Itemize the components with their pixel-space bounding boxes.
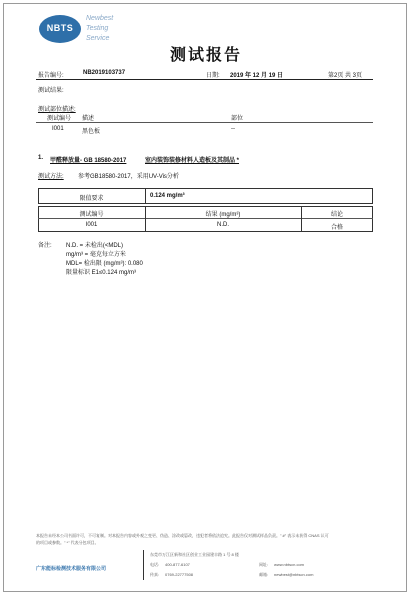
- limit-value: 0.124 mg/m³: [150, 193, 185, 199]
- logo-abbr: NBTS: [46, 23, 74, 33]
- results-label: 测试结果:: [38, 88, 64, 94]
- part-row-id: I001: [52, 126, 64, 132]
- footer-divider: [143, 550, 144, 580]
- footer-disclaimer: 本报告未经本公司书面许可，不可复制。对本报告内容或外观之变更、伪造、涂改或篡改，违犯者将依法追究。此报告仅对测试样品负责。" #" 表示未获得 CNAS 认可: [36, 533, 329, 538]
- note-line: 限量标识 E1≤0.124 mg/m³: [66, 270, 136, 276]
- part-desc-heading: 测试部位描述:: [38, 107, 76, 113]
- result-col-result: 结果 (mg/m³): [205, 212, 241, 218]
- logo-line3: Service: [86, 35, 110, 42]
- web-link[interactable]: www.nbtscn.com: [274, 562, 305, 567]
- footer-disclaimer: 的项目或参数。" *" 代表分包项目。: [36, 540, 99, 545]
- report-no-label: 报告编号:: [38, 73, 64, 79]
- method-text: 参考GB18580-2017，采用UV-Vis分析: [78, 174, 179, 180]
- col-description: 描述: [82, 116, 95, 122]
- fax-value: 0769-22777508: [165, 572, 194, 577]
- result-row-value: N.D.: [217, 222, 229, 228]
- method-label: 测试方法:: [38, 174, 64, 180]
- col-test-id: 测试编号: [47, 116, 72, 122]
- logo-line2: Testing: [86, 25, 109, 32]
- result-table-rowline: [38, 218, 373, 219]
- fax-label: 传真:: [150, 572, 160, 577]
- header-rule: [36, 79, 373, 80]
- section-number: 1.: [38, 155, 44, 161]
- tel-value: 400-877-6107: [165, 562, 190, 567]
- footer-address: 东莞市万江区新和社区创业工业园建丰路 1 号 8 楼: [150, 552, 239, 557]
- result-col-conclusion: 结论: [330, 212, 343, 218]
- report-no: NB2019103737: [83, 70, 126, 76]
- note-line: mg/m³ = 毫克每立方米: [66, 252, 126, 258]
- report-title: 测试报告: [169, 47, 242, 64]
- notes-label: 备注:: [38, 243, 52, 249]
- note-line: MDL= 检出限 (mg/m³): 0.080: [66, 261, 143, 267]
- section-title: 室内装饰装修材料人造板及其制品 *: [145, 158, 240, 164]
- result-col-id: 测试编号: [79, 212, 104, 218]
- part-desc-rule: [36, 122, 373, 123]
- result-row-conclusion: 合格: [330, 225, 343, 231]
- section-title-prefix: 甲醛释放量- GB 18580-2017: [50, 158, 127, 164]
- email-link[interactable]: newbest@nbtscn.com: [274, 572, 314, 577]
- report-date: 2019 年 12 月 19 日: [230, 73, 284, 79]
- email-label: 邮箱:: [259, 572, 269, 577]
- page-number: 第2页 共 3页: [328, 73, 363, 79]
- tel-label: 电话:: [150, 562, 160, 567]
- part-row-desc: 黑色板: [82, 129, 101, 135]
- part-row-part: --: [231, 126, 235, 132]
- footer-company: 广东能标检测技术服务有限公司: [36, 566, 107, 572]
- note-line: N.D. = 未检出(<MDL): [66, 243, 124, 249]
- result-row-id: I001: [85, 222, 98, 228]
- logo-line1: Newbest: [86, 15, 114, 22]
- web-label: 网址:: [259, 562, 269, 567]
- limit-label: 限值要求: [79, 196, 104, 202]
- limit-divider: [145, 188, 146, 204]
- date-label: 日期:: [206, 73, 220, 79]
- col-part: 部位: [231, 116, 244, 122]
